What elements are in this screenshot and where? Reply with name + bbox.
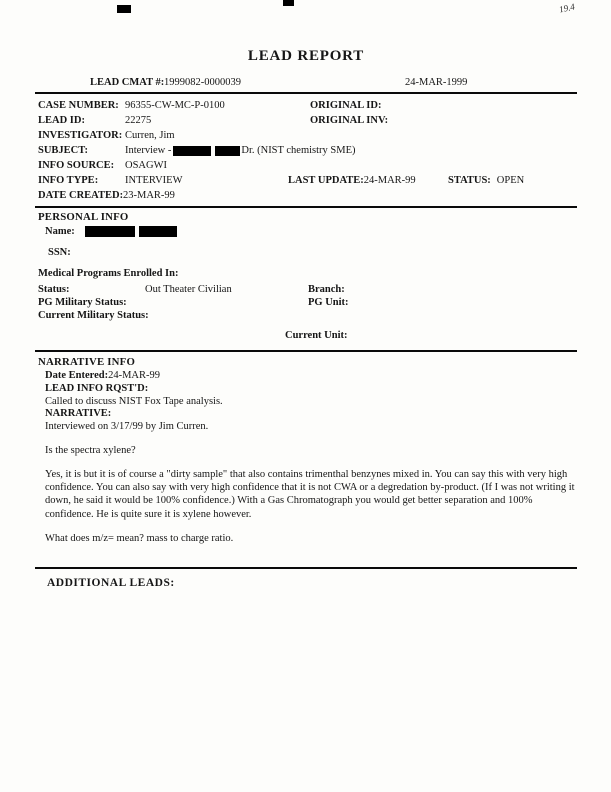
- redaction-box: [139, 226, 177, 237]
- narrative-question-2: What does m/z= mean? mass to charge ratio.: [45, 533, 234, 544]
- report-date: 24-MAR-1999: [405, 77, 468, 88]
- document-content: [35, 0, 577, 792]
- original-id-label: ORIGINAL ID:: [310, 100, 382, 111]
- additional-leads-section-title: ADDITIONAL LEADS:: [47, 577, 175, 589]
- date-created-value: 23-MAR-99: [123, 190, 175, 201]
- date-created-label: DATE CREATED:: [38, 190, 124, 201]
- status-value: OPEN: [496, 175, 525, 186]
- lead-info-rqstd-text: Called to discuss NIST Fox Tape analysis.: [45, 396, 223, 407]
- status-label-personal: Status:: [38, 284, 70, 295]
- case-number-value: 96355-CW-MC-P-0100: [125, 100, 225, 111]
- last-update-label: LAST UPDATE:: [288, 175, 364, 186]
- investigator-label: INVESTIGATOR:: [38, 130, 123, 141]
- subject-value: [125, 145, 356, 157]
- pg-military-status-label: PG Military Status:: [38, 297, 127, 308]
- section-divider: [35, 567, 577, 569]
- handwritten-note: 19.4: [558, 1, 576, 15]
- subject-label: SUBJECT:: [38, 145, 88, 156]
- date-entered-row: [45, 370, 160, 382]
- document-title: LEAD REPORT: [247, 48, 365, 64]
- investigator-value: Curren, Jim: [125, 130, 175, 141]
- lead-id-value: 22275: [125, 115, 152, 126]
- last-update-row: [288, 175, 416, 187]
- lead-info-rqstd-label: LEAD INFO RQST'D:: [45, 383, 149, 394]
- info-source-value: OSAGWI: [125, 160, 167, 171]
- personal-info-section-title: PERSONAL INFO: [38, 211, 129, 223]
- redaction-box: [85, 226, 135, 237]
- scan-mark: [283, 0, 294, 6]
- current-unit-label: Current Unit:: [285, 330, 348, 341]
- narrative-label: NARRATIVE:: [45, 408, 112, 419]
- name-row: [45, 226, 177, 238]
- date-entered-label: Date Entered:: [45, 370, 109, 381]
- header-divider: [35, 92, 577, 94]
- status-label: STATUS:: [448, 175, 491, 186]
- section-divider: [35, 350, 577, 352]
- info-type-value: INTERVIEW: [125, 175, 183, 186]
- current-military-status-label: Current Military Status:: [38, 310, 149, 321]
- lead-cmat-label: LEAD CMAT #:: [90, 77, 165, 88]
- narrative-answer-1: Yes, it is but it is of course a "dirty sample" that also contains trimenthal benzynes mixed in. You can say this with very high confidence. You can also say with very high confidence that it is not CWA or a degredation by-product. (If I was not writing it down, he said it would be 100% confidence.) With a Gas Chromatograph you would get better separation and 100% confidence. He is quite sure it is xylene however.: [45, 469, 575, 520]
- scan-mark: [117, 5, 131, 13]
- branch-label: Branch:: [308, 284, 345, 295]
- original-inv-label: ORIGINAL INV:: [310, 115, 389, 126]
- info-source-label: INFO SOURCE:: [38, 160, 115, 171]
- redaction-box: [173, 146, 211, 156]
- lead-cmat-value: 1999082-0000039: [164, 77, 241, 88]
- status-row: [448, 175, 524, 187]
- info-type-label: INFO TYPE:: [38, 175, 99, 186]
- lead-id-label: LEAD ID:: [38, 115, 85, 126]
- section-divider: [35, 206, 577, 208]
- name-label: Name:: [45, 226, 75, 237]
- subject-value-suffix: Dr. (NIST chemistry SME): [241, 145, 356, 156]
- narrative-question-1: Is the spectra xylene?: [45, 445, 136, 456]
- redaction-box: [215, 146, 240, 156]
- narrative-intro: Interviewed on 3/17/99 by Jim Curren.: [45, 421, 209, 432]
- last-update-value: 24-MAR-99: [363, 175, 416, 186]
- narrative-info-section-title: NARRATIVE INFO: [38, 356, 136, 368]
- medical-programs-label: Medical Programs Enrolled In:: [38, 268, 179, 279]
- pg-unit-label: PG Unit:: [308, 297, 349, 308]
- date-entered-value: 24-MAR-99: [108, 370, 161, 381]
- ssn-label: SSN:: [48, 247, 71, 258]
- subject-value-prefix: Interview -: [125, 145, 172, 156]
- status-value-personal: Out Theater Civilian: [145, 284, 232, 295]
- case-number-label: CASE NUMBER:: [38, 100, 119, 111]
